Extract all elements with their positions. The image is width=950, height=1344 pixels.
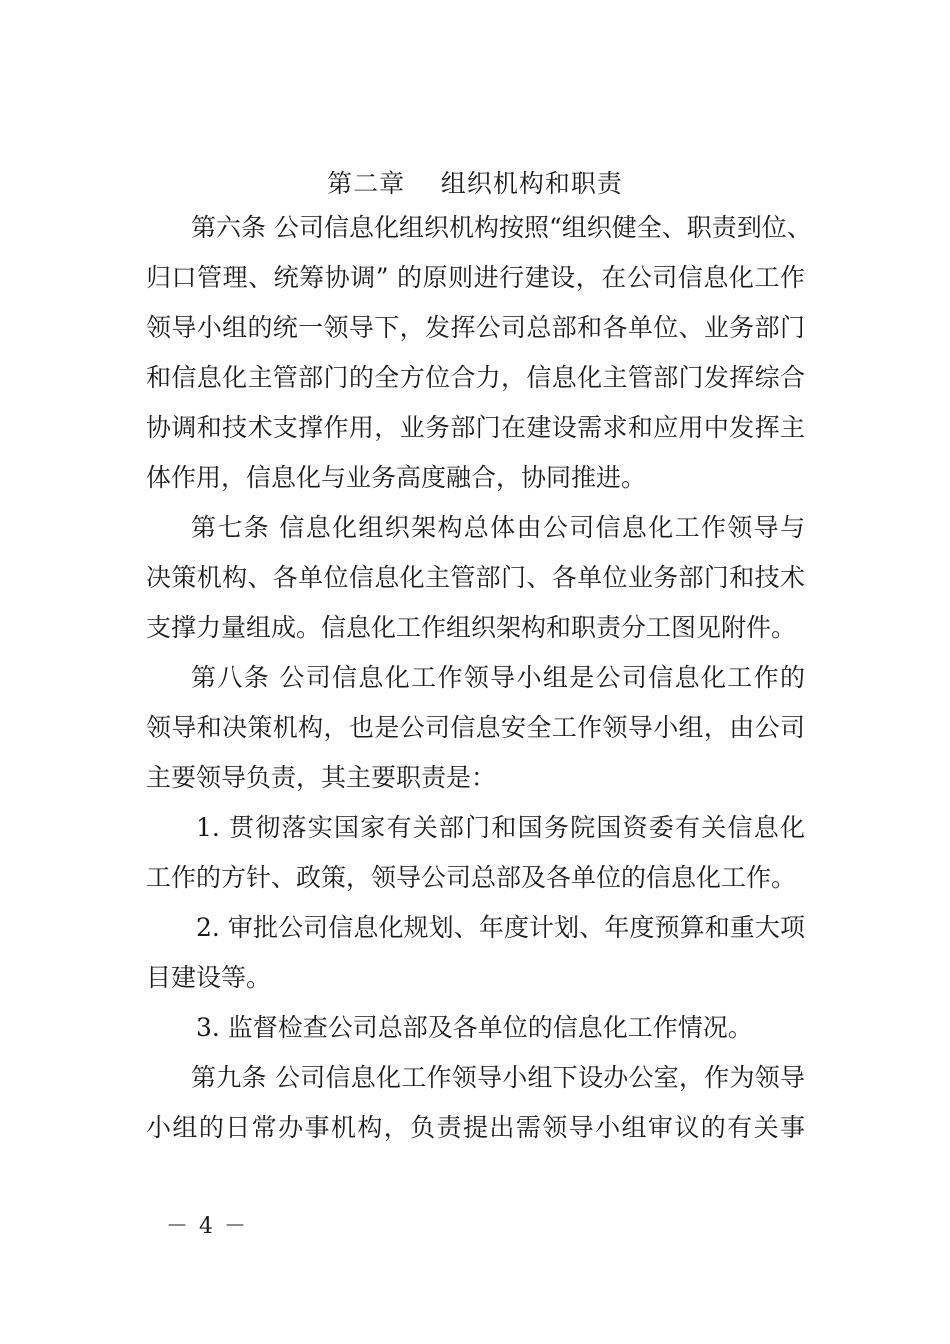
article-7-line-3: 支撑力量组成。信息化工作组织架构和职责分工图见附件。 <box>146 613 797 642</box>
article-8-line-2: 领导和决策机构，也是公司信息安全工作领导小组，由公司 <box>146 713 805 742</box>
article-6-line-5: 协调和技术支撑作用，业务部门在建设需求和应用中发挥主 <box>146 413 805 442</box>
duty-2-line-1: 2. 审批公司信息化规划、年度计划、年度预算和重大项 <box>196 913 805 942</box>
duty-2-line-2: 目建设等。 <box>146 963 272 992</box>
article-6-line-4: 和信息化主管部门的全方位合力，信息化主管部门发挥综合 <box>146 363 805 392</box>
duty-3-line-1: 3. 监督检查公司总部及各单位的信息化工作情况。 <box>196 1013 753 1042</box>
article-8-line-1: 第八条 公司信息化工作领导小组是公司信息化工作的 <box>191 663 805 692</box>
article-7-line-2: 决策机构、各单位信息化主管部门、各单位业务部门和技术 <box>146 563 805 592</box>
duty-1-line-1: 1. 贯彻落实国家有关部门和国务院国资委有关信息化 <box>196 813 805 842</box>
article-6-line-6: 体作用，信息化与业务高度融合，协同推进。 <box>146 463 647 492</box>
chapter-title: 第二章 组织机构和职责 <box>327 169 623 198</box>
article-7-line-1: 第七条 信息化组织架构总体由公司信息化工作领导与 <box>191 513 805 542</box>
article-6-line-2: 归口管理、统筹协调” 的原则进行建设，在公司信息化工作 <box>146 263 805 292</box>
duty-1-line-2: 工作的方针、政策，领导公司总部及各单位的信息化工作。 <box>146 863 797 892</box>
article-8-line-3: 主要领导负责，其主要职责是： <box>146 763 497 792</box>
article-6-line-3: 领导小组的统一领导下，发挥公司总部和各单位、业务部门 <box>146 313 805 342</box>
article-9-line-1: 第九条 公司信息化工作领导小组下设办公室，作为领导 <box>191 1063 805 1092</box>
page-number: － 4 － <box>166 1214 248 1239</box>
article-6-line-1: 第六条 公司信息化组织机构按照“组织健全、职责到位、 <box>191 213 812 242</box>
article-9-line-2: 小组的日常办事机构，负责提出需领导小组审议的有关事 <box>146 1113 805 1142</box>
